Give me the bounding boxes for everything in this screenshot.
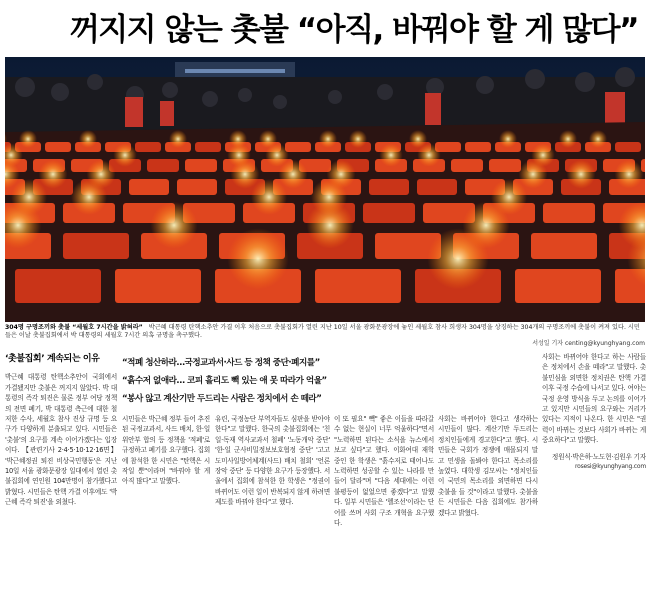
photo-illustration — [5, 57, 645, 322]
candle-glow — [567, 160, 596, 189]
life-vest — [45, 142, 71, 152]
article-text-5: 사회는 바뀌어야 한다고 생각하는 시민들이 많다. 계산기만 두드리는 정치인들에게 경고한다"고 했다. 시민들은 국회가 정쟁에 매몰되지 말고 민생을 돌봐야 한다고 목소리를 높였다. 대학생 김모씨는 "정치인들이 국민의 목소리를 외면하면 다시 촛불을 들 것"이라고 말했다. 촛불을 든 시민들은 다음 집회에도 참가하겠다고 밝혔다. — [438, 415, 538, 517]
candle-glow — [19, 130, 37, 148]
life-vest — [489, 159, 521, 172]
candle-glow — [231, 160, 260, 189]
photo-caption — [5, 324, 645, 348]
life-vest — [315, 269, 401, 303]
life-vest — [363, 203, 415, 223]
life-vest — [515, 269, 601, 303]
candlelight-vigil-photo — [5, 57, 645, 322]
life-vest — [129, 179, 169, 195]
article-column-2 — [122, 414, 210, 602]
life-vest — [63, 233, 129, 259]
pull-quote-2: “흙수저 없애라… 코피 흘리도 빽 있는 애 못 따라가 억울” — [122, 376, 327, 386]
caption-title: 304명 구명조끼와 촛불 “세월호 7시간을 밝혀라” — [5, 324, 143, 331]
candle-glow — [499, 130, 517, 148]
pull-quote-3: “봉사 않고 계산기만 두드리는 사람은 정치에서 손 떼라” — [122, 394, 322, 404]
pull-quotes — [122, 354, 334, 414]
candle-glow — [251, 179, 287, 215]
life-vest — [147, 159, 179, 172]
life-vest — [543, 203, 595, 223]
article-text-2: 시민들은 박근혜 정부 들어 추진된 국정교과서, 사드 배치, 한·일 위안부 합의 등 정책을 '적폐'로 규정하고 폐기를 요구했다. 집회에 참석한 한 시민은 "탄핵은 시작일 뿐"이라며 "바꿔야 할 게 아직 많다"고 말했다. — [122, 415, 210, 486]
photo-credit: 서성일 기자 centing@kyunghyang.com — [532, 340, 645, 347]
candle-glow — [151, 202, 198, 249]
life-vest — [15, 269, 101, 303]
article-text-6: 사회는 바뀌어야 한다고 하는 사람들은 정치에서 손을 떼라"고 말했다. 촛불민심을 외면한 정치권은 탄핵 가결 이후 국정 수습에 나서고 있다. 여야는 국정 운영 방식을 두고 논의를 이어가고 있지만 시민들의 요구와는 거리가 있다는 지적이 나온다. 한 시민은 "권력이 바뀌는 것보다 사회가 바뀌는 게 중요하다"고 말했다. — [542, 353, 646, 445]
article-column-4 — [334, 414, 434, 602]
article-text-1: 박근혜 대통령 탄핵소추안이 국회에서 가결됐지만 촛불은 꺼지지 않았다. 박 대통령의 즉각 퇴진은 물론 정부 여당 정책의 전면 폐기, 박 대통령 측근에 대한 철저한 수사, 세월호 참사 진상 규명 등 요구가 다양하게 분출되고 있다. 시민들은 '촛불'의 요구를 계속 이어가겠다는 입장이다. 【관련기사 2·4·5·10·12·16면】 '박근혜정권 퇴진 비상국민행동'은 지난 10일 서울 광화문광장 일대에서 열린 촛불집회에 연인원 104만명이 참가했다고 밝혔다. 시민들은 탄핵 가결 이후에도 '박근혜 즉각 퇴진'을 외쳤다. — [5, 373, 117, 507]
life-vest — [177, 179, 217, 195]
article-column-3 — [215, 414, 330, 602]
life-vest — [185, 159, 217, 172]
candle-glow — [349, 130, 367, 148]
candle-glow — [519, 160, 548, 189]
life-vest — [615, 142, 641, 152]
candle-glow — [615, 160, 644, 189]
life-vest — [285, 142, 311, 152]
candle-glow — [417, 143, 440, 166]
article-column-6 — [542, 352, 646, 602]
candle-glow — [559, 130, 577, 148]
life-vest — [465, 142, 491, 152]
article-subhead: ‘촛불집회’ 계속되는 이유 — [5, 354, 100, 364]
candle-glow — [113, 143, 136, 166]
candle-glow — [279, 160, 308, 189]
life-vest — [451, 159, 483, 172]
candle-glow — [379, 143, 402, 166]
caption-text: 박근혜 대통령 탄핵소추안 가결 이후 처음으로 촛불집회가 열린 지난 10일 서울 광화문광장에 놓인 세월호 참사 희생자 304명을 상징하는 304개의 구명조끼에 촛불이 켜져 있다. 시민들은 이날 촛불집회에서 박 대통령의 세월호 7시간 의혹 규명을 촉구했다. — [5, 324, 640, 339]
life-vest — [531, 233, 597, 259]
candle-glow — [589, 130, 607, 148]
life-vest — [115, 269, 201, 303]
article-column-1 — [5, 352, 117, 602]
candle-glow — [71, 179, 107, 215]
life-vest — [369, 179, 409, 195]
article-text-4: 이 또 필요" 빽" 좋은 이들을 따라갈 수 없는 현실이 너무 억울하다"면서 "노력하면 된다는 소식을 뉴스에서 보고 싶다"고 했다. 이화여대 재학 중인 한 학생은 "흙수저로 태어나도 노력하면 성공할 수 있는 나라를 만들어 달라"며 "다음 세대에는 이런 불평등이 없었으면 좋겠다"고 말했다. 일부 시민들은 '헬조선'이라는 단어를 쓰며 사회 구조 개혁을 요구했다. — [334, 415, 434, 528]
candle-glow — [227, 228, 288, 289]
candle-glow — [169, 130, 187, 148]
life-vest — [195, 142, 221, 152]
candle-glow — [319, 130, 337, 148]
life-vest — [417, 179, 457, 195]
life-vest — [135, 142, 161, 152]
byline: 정원식·박은하·노도현·김원우 기자 — [552, 452, 646, 461]
article-column-5 — [438, 414, 538, 602]
candle-glow — [79, 130, 97, 148]
pull-quote-1: “적폐 청산하라…국정교과서·사드 등 정책 중단·폐지를” — [122, 358, 320, 368]
article-text-3: 유린, 국정농단 부역자들도 심판을 받아야 한다"고 말했다. 한국의 촛불집회에는 '친일·독재 역사교과서 철폐' '노동개악 중단' '한·일 군사비밀정보보호협정 중단' '고고도미사일방어체계(사드) 배치 철회' '언론장악 중단' 등 다양한 요구가 등장했다. 서울에서 집회에 참석한 한 학생은 "정권이 바뀌어도 이런 일이 반복되지 않게 하려면 제도를 바꿔야 한다"고 했다. — [215, 415, 330, 507]
candle-glow — [39, 160, 68, 189]
candle-glow — [427, 228, 488, 289]
headline: 꺼지지 않는 촛불 “아직, 바꿔야 할 게 많다” — [69, 11, 638, 48]
candle-glow — [307, 202, 354, 249]
byline-email: rosesi@kyunghyang.com — [574, 463, 646, 471]
